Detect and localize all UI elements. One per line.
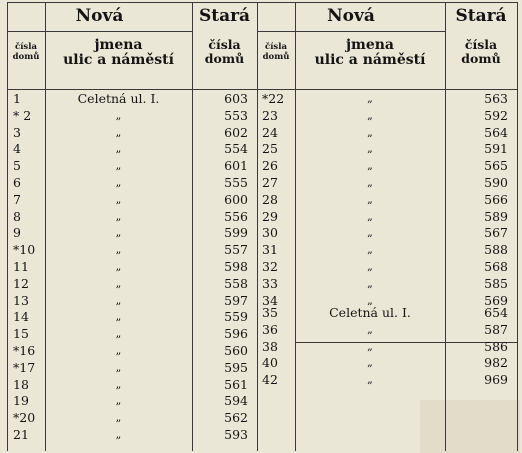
house-number-old: 553 bbox=[224, 107, 248, 123]
house-number-old: 590 bbox=[484, 175, 508, 190]
ditto-mark: „ bbox=[115, 344, 122, 357]
house-number-new: 34 bbox=[262, 292, 278, 308]
house-number-old: 598 bbox=[224, 259, 248, 274]
house-number-new: 12 bbox=[13, 275, 29, 291]
ditto-mark: „ bbox=[115, 142, 122, 156]
house-number-old: 565 bbox=[484, 158, 508, 174]
house-number-old: 592 bbox=[484, 107, 508, 123]
ditto-mark: „ bbox=[115, 394, 122, 408]
house-number-old: 596 bbox=[224, 326, 248, 342]
ditto-mark: „ bbox=[115, 360, 122, 374]
header-old-number bbox=[445, 38, 517, 66]
header-house-number-line2: domů bbox=[12, 52, 40, 62]
house-number-new: 21 bbox=[13, 427, 29, 442]
house-number-old: 591 bbox=[484, 141, 508, 157]
house-number-new: 31 bbox=[262, 242, 278, 258]
ditto-mark: „ bbox=[367, 192, 373, 206]
house-number-old: 555 bbox=[224, 175, 248, 190]
house-number-old: 557 bbox=[224, 242, 248, 258]
house-number-new: 18 bbox=[13, 376, 29, 392]
house-number-new: 26 bbox=[262, 158, 278, 174]
house-number-old: 969 bbox=[484, 372, 508, 388]
house-number-old: 562 bbox=[224, 410, 248, 426]
house-number-old: 601 bbox=[224, 158, 248, 174]
house-number-new: 14 bbox=[13, 309, 29, 325]
header-house-number-line1: čísla bbox=[265, 42, 287, 52]
house-number-new: 36 bbox=[262, 321, 278, 337]
house-number-new: 28 bbox=[262, 191, 278, 207]
house-number-old: 564 bbox=[484, 124, 508, 140]
header-old-right: Stará bbox=[455, 6, 507, 26]
house-number-old: 588 bbox=[484, 242, 508, 258]
rule-horizontal bbox=[7, 89, 518, 90]
ditto-mark: „ bbox=[367, 276, 373, 290]
header-old-number-line1: čísla bbox=[208, 37, 241, 52]
house-number-old: 585 bbox=[484, 275, 508, 291]
header-house-number bbox=[257, 42, 295, 62]
header-street-line1: jmena bbox=[345, 37, 395, 53]
house-number-old: 569 bbox=[484, 292, 508, 308]
ditto-mark: „ bbox=[367, 322, 373, 336]
rule-horizontal bbox=[7, 31, 192, 32]
house-number-new: 29 bbox=[262, 208, 278, 224]
house-number-old: 599 bbox=[224, 225, 248, 241]
house-number-old: 594 bbox=[224, 393, 248, 409]
house-number-new: *22 bbox=[262, 91, 285, 106]
ditto-mark: „ bbox=[367, 373, 373, 387]
ditto-mark: „ bbox=[115, 209, 122, 223]
ditto-mark: „ bbox=[115, 125, 122, 139]
house-number-new: 13 bbox=[13, 292, 29, 308]
ditto-mark: „ bbox=[115, 377, 122, 391]
ditto-mark: „ bbox=[367, 356, 373, 370]
ditto-mark: „ bbox=[115, 176, 122, 189]
ditto-mark: „ bbox=[367, 92, 373, 105]
header-street-name bbox=[45, 38, 192, 68]
ditto-mark: „ bbox=[115, 276, 122, 290]
house-number-old: 560 bbox=[224, 343, 248, 358]
ditto-mark: „ bbox=[367, 176, 373, 189]
house-number-new: 9 bbox=[13, 225, 21, 241]
ditto-mark: „ bbox=[115, 327, 122, 341]
house-number-old: 589 bbox=[484, 208, 508, 224]
rule-horizontal bbox=[7, 2, 518, 3]
rule-vertical bbox=[517, 2, 518, 451]
house-number-old: 568 bbox=[484, 259, 508, 274]
house-number-old: 554 bbox=[224, 141, 248, 157]
house-number-new: 25 bbox=[262, 141, 278, 157]
header-street-line2: ulic a náměstí bbox=[314, 52, 426, 68]
header-house-number bbox=[7, 42, 45, 62]
paper-stain bbox=[420, 400, 520, 453]
ditto-mark: „ bbox=[367, 293, 373, 307]
house-number-new: 11 bbox=[13, 259, 29, 274]
ditto-mark: „ bbox=[115, 260, 122, 273]
house-number-old: 602 bbox=[224, 124, 248, 140]
rule-vertical bbox=[7, 2, 8, 451]
house-number-new: 33 bbox=[262, 275, 278, 291]
header-old-number-line1: čísla bbox=[464, 37, 498, 52]
house-number-old: 566 bbox=[484, 191, 508, 207]
house-number-new: 7 bbox=[13, 191, 21, 207]
house-number-old: 654 bbox=[484, 305, 508, 320]
house-number-new: 1 bbox=[13, 91, 21, 106]
house-number-new: *10 bbox=[13, 242, 36, 258]
house-number-new: 19 bbox=[13, 393, 29, 409]
ditto-mark: „ bbox=[115, 108, 122, 122]
ditto-mark: „ bbox=[367, 209, 373, 223]
house-number-new: 30 bbox=[262, 225, 278, 241]
house-number-new: * 2 bbox=[13, 107, 32, 123]
house-number-new: 15 bbox=[13, 326, 29, 342]
house-number-old: 561 bbox=[224, 376, 248, 392]
ditto-mark: „ bbox=[367, 339, 373, 353]
street-name: Celetná ul. I. bbox=[329, 305, 411, 320]
ditto-mark: „ bbox=[115, 310, 122, 324]
house-number-old: 558 bbox=[224, 275, 248, 291]
house-number-old: 595 bbox=[224, 359, 248, 375]
house-number-old: 587 bbox=[484, 321, 508, 337]
rule-horizontal bbox=[257, 31, 445, 32]
header-old-number-line2: domů bbox=[204, 51, 245, 66]
house-number-new: *17 bbox=[13, 359, 36, 375]
header-house-number-line2: domů bbox=[262, 52, 290, 62]
house-number-new: 38 bbox=[262, 338, 278, 354]
ditto-mark: „ bbox=[367, 243, 373, 257]
house-number-new: 40 bbox=[262, 355, 278, 371]
ditto-mark: „ bbox=[367, 142, 373, 156]
header-street-line2: ulic a náměstí bbox=[63, 52, 174, 68]
house-number-new: *16 bbox=[13, 343, 36, 358]
house-number-old: 563 bbox=[484, 91, 508, 106]
ditto-mark: „ bbox=[115, 243, 122, 257]
house-number-new: 32 bbox=[262, 259, 278, 274]
ditto-mark: „ bbox=[367, 108, 373, 122]
header-old-number-line2: domů bbox=[461, 51, 501, 66]
house-number-new: 8 bbox=[13, 208, 21, 224]
ditto-mark: „ bbox=[367, 125, 373, 139]
rule-vertical bbox=[257, 2, 258, 451]
house-number-new: 6 bbox=[13, 175, 21, 190]
house-number-new: 5 bbox=[13, 158, 21, 174]
house-number-old: 597 bbox=[224, 292, 248, 308]
house-number-old: 593 bbox=[224, 427, 248, 442]
header-new-left: Nová bbox=[75, 6, 124, 26]
header-street-name bbox=[295, 38, 445, 68]
house-number-new: 3 bbox=[13, 124, 21, 140]
header-old-number bbox=[192, 38, 257, 66]
header-old-left: Stará bbox=[198, 6, 251, 26]
house-number-new: *20 bbox=[13, 410, 36, 426]
house-number-old: 556 bbox=[224, 208, 248, 224]
ditto-mark: „ bbox=[115, 226, 122, 240]
ditto-mark: „ bbox=[115, 192, 122, 206]
ditto-mark: „ bbox=[115, 411, 122, 425]
house-number-new: 27 bbox=[262, 175, 278, 190]
house-number-new: 24 bbox=[262, 124, 278, 140]
house-number-new: 35 bbox=[262, 305, 278, 320]
street-name: Celetná ul. I. bbox=[77, 91, 160, 106]
house-number-new: 42 bbox=[262, 372, 278, 388]
ditto-mark: „ bbox=[367, 226, 373, 240]
house-number-old: 586 bbox=[484, 338, 508, 354]
house-number-old: 982 bbox=[484, 355, 508, 371]
house-number-old: 567 bbox=[484, 225, 508, 241]
house-number-old: 603 bbox=[224, 91, 248, 106]
ditto-mark: „ bbox=[367, 159, 373, 173]
header-house-number-line1: čísla bbox=[15, 42, 37, 52]
ditto-mark: „ bbox=[115, 428, 122, 441]
house-number-old: 600 bbox=[224, 191, 248, 207]
ditto-mark: „ bbox=[115, 293, 122, 307]
header-street-line1: jmena bbox=[94, 37, 143, 53]
house-number-old: 559 bbox=[224, 309, 248, 325]
ditto-mark: „ bbox=[367, 260, 373, 273]
header-new-right: Nová bbox=[327, 6, 375, 26]
house-number-new: 23 bbox=[262, 107, 278, 123]
house-number-new: 4 bbox=[13, 141, 21, 157]
ditto-mark: „ bbox=[115, 159, 122, 173]
